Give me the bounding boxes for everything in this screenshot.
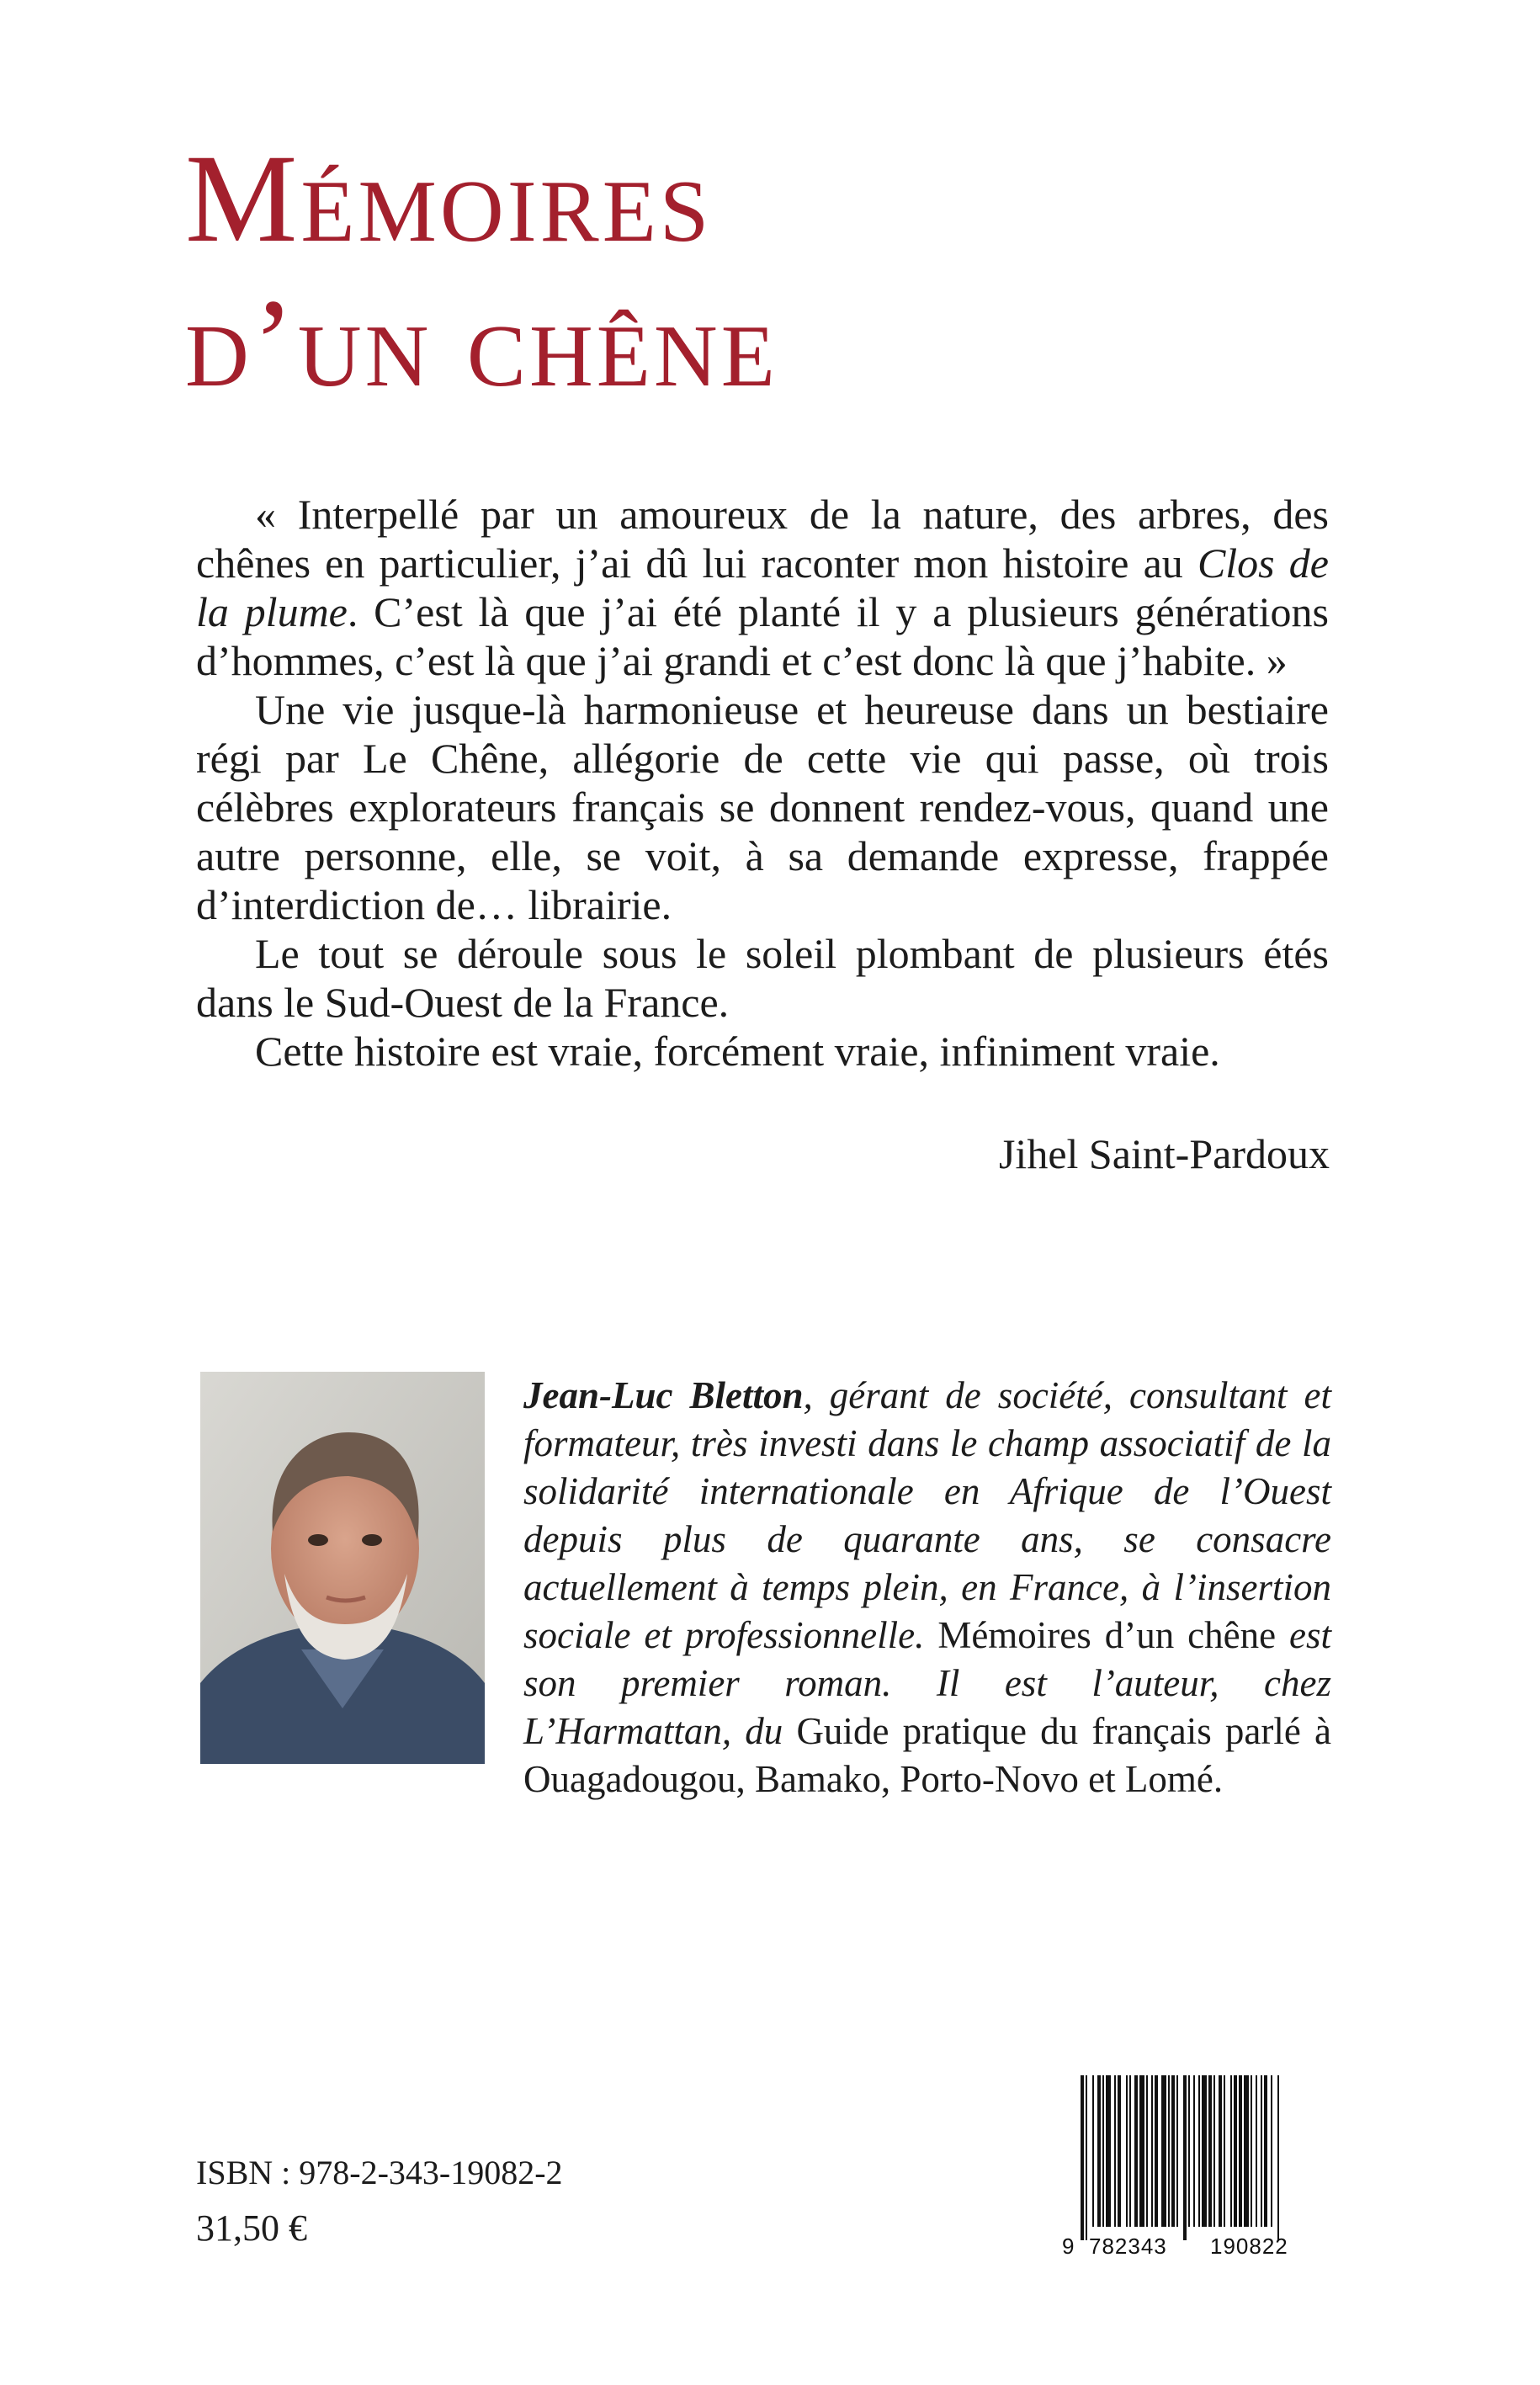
barcode-bar [1146, 2075, 1148, 2227]
barcode-bar [1193, 2075, 1195, 2227]
blurb-paragraph-2: Une vie jusque-là harmonieuse et heureuse dans un bestiaire régi par Le Chêne, allégorie de cette vie qui passe, où trois célèbres explorateurs français se donnent rendez-vous, quand une autre personne, elle, se voit, à sa demande expresse, frappée d’interdiction de… librairie. [196, 686, 1329, 928]
barcode-bar [1106, 2075, 1111, 2227]
title-line-1: Mémoires [185, 129, 713, 268]
bio-book-title-1: Mémoires d’un chêne [937, 1614, 1277, 1656]
bio-book-title-2: Guide pratique du français parlé à Ouagadougou, Bamako, Porto-Novo et Lomé. [523, 1710, 1331, 1800]
author-name: Jean-Luc Bletton [523, 1374, 804, 1416]
barcode-bar [1161, 2075, 1166, 2227]
barcode-bar [1224, 2075, 1225, 2227]
blurb-signature: Jihel Saint-Pardoux [998, 1130, 1330, 1177]
barcode-bar [1244, 2075, 1249, 2227]
bio-text-1: , gérant de société, consultant et formateur, très investi dans le champ associatif de la solidarité internationale en Afrique de l’Ouest depuis plus de quarante ans, se consacre actuellement à temps plein, en France, à l’insertion sociale et professionnelle. [523, 1374, 1332, 1656]
bio-text-2: est son premier roman. Il est l’auteur, chez L’Harmattan, du [523, 1614, 1331, 1752]
barcode-graphic [1059, 2075, 1338, 2260]
blurb-paragraph-3: Le tout se déroule sous le soleil plombant de plusieurs étés dans le Sud-Ouest de la France. [196, 930, 1329, 1026]
barcode-bar [1198, 2075, 1200, 2227]
barcode-bar [1092, 2075, 1094, 2227]
barcode-bar [1234, 2075, 1237, 2227]
barcode-bar [1183, 2075, 1187, 2240]
barcode-bar [1081, 2075, 1084, 2240]
barcode-bar [1139, 2075, 1144, 2227]
title-line-2: d’un chêne [185, 274, 778, 413]
barcode-digit-first: 9 [1062, 2234, 1075, 2259]
barcode-bars [1081, 2075, 1279, 2240]
blurb-p1-part1: « Interpellé par un amoureux de la nature, des arbres, des chênes en particulier, j’ai dû lui raconter mon histoire au [196, 491, 1329, 587]
isbn-barcode [1059, 2075, 1338, 2260]
barcode-digits-left: 782343 [1089, 2234, 1167, 2259]
barcode-bar [1171, 2075, 1175, 2227]
barcode-bar [1129, 2075, 1131, 2227]
blurb-paragraph-4: Cette histoire est vraie, forcément vraie, infiniment vraie. [255, 1028, 1220, 1075]
barcode-bar [1208, 2075, 1212, 2227]
barcode-bar [1102, 2075, 1104, 2227]
barcode-bar [1114, 2075, 1116, 2227]
blurb-p1-part2: . C’est là que j’ai été planté il y a plusieurs générations d’hommes, c’est là que j’ai grandi et c’est donc là que j’habite. » [196, 588, 1330, 684]
barcode-bar [1155, 2075, 1158, 2227]
barcode-bar [1151, 2075, 1153, 2227]
barcode-bar [1277, 2075, 1279, 2240]
barcode-bar [1256, 2075, 1257, 2227]
blurb-p1-italic: Clos de la plume [196, 539, 1329, 635]
barcode-bar [1118, 2075, 1121, 2227]
barcode-bar [1168, 2075, 1170, 2227]
barcode-bar [1219, 2075, 1222, 2227]
price-label: 31,50 € [196, 2207, 307, 2249]
barcode-bar [1264, 2075, 1267, 2227]
isbn-label: ISBN : 978-2-343-19082-2 [196, 2154, 563, 2191]
barcode-bar [1126, 2075, 1128, 2227]
author-portrait-image [200, 1372, 485, 1764]
barcode-bar [1239, 2075, 1242, 2227]
back-cover-blurb [196, 490, 1329, 1076]
barcode-bar [1086, 2075, 1087, 2240]
barcode-bar [1097, 2075, 1101, 2227]
barcode-bar [1213, 2075, 1215, 2227]
author-bio [523, 1372, 1331, 1803]
barcode-bar [1271, 2075, 1272, 2227]
author-photo [200, 1372, 485, 1764]
barcode-bar [1261, 2075, 1262, 2227]
barcode-digits-right: 190822 [1210, 2234, 1288, 2259]
barcode-bar [1176, 2075, 1178, 2227]
blurb-paragraph-1 [196, 490, 1329, 685]
barcode-bar [1202, 2075, 1207, 2227]
barcode-bar [1188, 2075, 1190, 2227]
barcode-bar [1134, 2075, 1138, 2227]
barcode-bar [1251, 2075, 1252, 2227]
barcode-bar [1230, 2075, 1232, 2227]
book-title [185, 126, 778, 416]
